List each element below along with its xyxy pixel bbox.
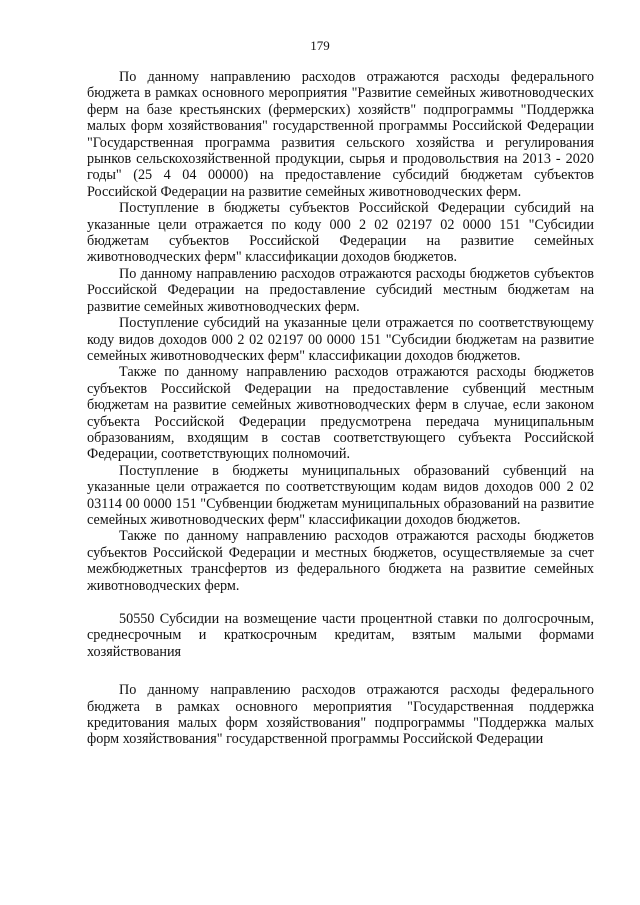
- paragraph: По данному направлению расходов отражаются расходы федерального бюджета в рамках основного мероприятия "Государственная поддержка кредитования малых форм хозяйствования" подпрограммы "Поддержка малых форм хозяйствования" государственной программы Российской Федерации: [87, 682, 594, 748]
- section-heading: 50550 Субсидии на возмещение части процентной ставки по долгосрочным, среднесрочным и краткосрочным кредитам, взятым малыми формами хозяйствования: [87, 611, 594, 660]
- paragraph: Поступление в бюджеты муниципальных образований субвенций на указанные цели отражается по соответствующим кодам видов доходов 000 2 02 03114 00 0000 151 "Субвенции бюджетам муниципальных образований на развитие семейных животноводческих ферм" классификации доходов бюджетов.: [87, 462, 594, 528]
- paragraph: Поступление субсидий на указанные цели отражается по соответствующему коду видов доходов 000 2 02 02197 00 0000 151 "Субсидии бюджетам на развитие семейных животноводческих ферм" классификации доходов бюджетов.: [87, 315, 594, 364]
- paragraph: Поступление в бюджеты субъектов Российской Федерации субсидий на указанные цели отражается по коду 000 2 02 02197 02 0000 151 "Субсидии бюджетам субъектов Российской Федерации на развитие семейных животноводческих ферм" классификации доходов бюджетов.: [87, 200, 594, 266]
- page-number: 179: [310, 38, 330, 53]
- paragraph: По данному направлению расходов отражаются расходы бюджетов субъектов Российской Федерации на предоставление субсидий местным бюджетам на развитие семейных животноводческих ферм.: [87, 265, 594, 315]
- paragraph: Также по данному направлению расходов отражаются расходы бюджетов субъектов Российской Федерации на предоставление субвенций местным бюджетам на развитие семейных животноводческих ферм в случае, если законом субъекта Российской Федерации предусмотрена передача муниципальным образованиям, входящим в состав соответствующего субъекта Российской Федерации, соответствующих полномочий.: [87, 364, 594, 463]
- paragraph: Также по данному направлению расходов отражаются расходы бюджетов субъектов Российской Федерации и местных бюджетов, осуществляемые за счет межбюджетных трансфертов из федерального бюджета на развитие семейных животноводческих ферм.: [87, 528, 594, 594]
- paragraph: По данному направлению расходов отражаются расходы федерального бюджета в рамках основного мероприятия "Развитие семейных животноводческих ферм на базе крестьянских (фермерских) хозяйств" подпрограммы "Поддержка малых форм хозяйствования" государственной программы Российской Федерации "Государственная программа развития сельского хозяйства и регулирования рынков сельскохозяйственной продукции, сырья и продовольствия на 2013 - 2020 годы" (25 4 04 00000) на предоставление субсидий бюджетам субъектов Российской Федерации на развитие семейных животноводческих ферм.: [87, 69, 594, 200]
- document-body: [87, 69, 594, 748]
